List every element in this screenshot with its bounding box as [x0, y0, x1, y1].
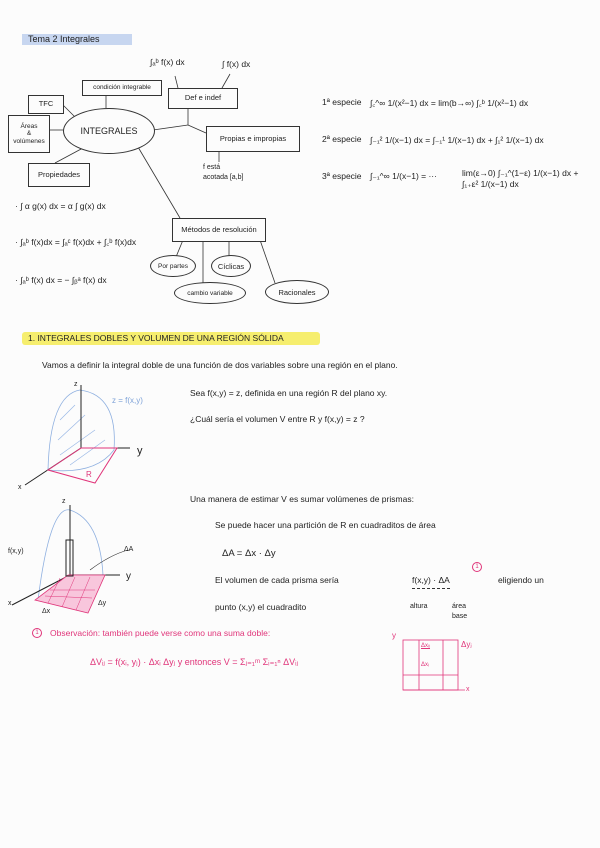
areas-line: Áreas [20, 123, 38, 131]
node-integrales: INTEGRALES [63, 108, 155, 154]
dx-label: Δx [42, 608, 51, 615]
surface-label: z = f(x,y) [112, 396, 143, 405]
obs-mark: 1 [32, 628, 42, 638]
acotada-2: acotada [a,b] [203, 174, 244, 181]
footnote-mark: 1 [472, 562, 482, 572]
partition-grid [403, 640, 465, 690]
property: · ∫ₐᵇ f(x)dx = ∫ₐᶜ f(x)dx + ∫꜀ᵇ f(x)dx [15, 237, 137, 247]
dy-label: Δy [98, 600, 107, 607]
node-metodos: Métodos de resolución [172, 218, 266, 242]
delta-a-formula: ΔA = Δx · Δy [222, 548, 276, 559]
grid-x-label: x [466, 686, 470, 693]
especie-expr: ∫₋₁² 1/(x−1) dx = ∫₋₁¹ 1/(x−1) dx + ∫₁² 1/(x−1) dx [370, 135, 544, 145]
especie-expr: ∫₋₁^∞ 1/(x−1) = ··· [370, 171, 437, 181]
especie-label: 1ª especie [322, 97, 362, 107]
property: · ∫ α g(x) dx = α ∫ g(x) dx [15, 201, 106, 211]
areas-line: volúmenes [13, 137, 45, 145]
node-propiedades: Propiedades [28, 163, 90, 187]
delta-a-label: ΔA [124, 546, 134, 553]
node-racionales: Racionales [265, 280, 329, 304]
question-text: ¿Cuál sería el volumen V entre R y f(x,y) = z ? [190, 414, 365, 424]
property: · ∫ₐᵇ f(x) dx = − ∫ᵦᵃ f(x) dx [15, 275, 107, 285]
node-areas [8, 115, 50, 153]
fxy-label: f(x,y) [8, 548, 24, 555]
prism-formula: f(x,y) · ΔA [412, 576, 450, 589]
grid-dxi-label: Δxᵢ [421, 662, 429, 668]
altura-label: altura [410, 603, 428, 610]
manera-text: Una manera de estimar V es sumar volúmenes de prismas: [190, 494, 414, 504]
grid-dxy-label: Δxᵢⱼ [421, 643, 430, 649]
z-axis-label: z [74, 381, 78, 388]
particion-text: Se puede hacer una partición de R en cuadraditos de área [215, 520, 436, 530]
eligiendo-text: eligiendo un [498, 575, 544, 585]
indefinite-integral: ∫ f(x) dx [222, 59, 251, 69]
node-def-indef: Def e indef [168, 88, 238, 109]
page-title: Tema 2 Integrales [28, 34, 100, 44]
node-tfc: TFC [28, 95, 64, 114]
x-axis-label-2: x [8, 600, 12, 607]
sea-text: Sea f(x,y) = z, definida en una región R del plano xy. [190, 388, 388, 398]
intro-text: Vamos a definir la integral doble de una función de dos variables sobre una región en el plano. [42, 360, 398, 370]
definite-integral: ∫ₐᵇ f(x) dx [150, 57, 185, 67]
area-label: área [452, 603, 467, 610]
grid-dyj-label: Δyⱼ [461, 640, 472, 649]
node-condicion: condición integrable [82, 80, 162, 96]
section-title: 1. INTEGRALES DOBLES Y VOLUMEN DE UNA REGIÓN SÓLIDA [28, 333, 284, 343]
grid-y-label: y [392, 631, 396, 640]
base-label: base [452, 613, 468, 620]
punto-text: punto (x,y) el cuadradito [215, 602, 307, 612]
prism-figure [12, 505, 128, 613]
especie-label: 3ª especie [322, 171, 362, 181]
node-propias: Propias e impropias [206, 126, 300, 152]
double-sum-formula: ΔVᵢⱼ = f(xᵢ, yⱼ) · Δxᵢ Δyⱼ y entonces V = Σⱼ₌₁ᵐ Σᵢ₌₁ⁿ ΔVᵢⱼ [90, 657, 299, 667]
areas-line: & [26, 130, 32, 138]
especie3-lim: lim(ε→0) ∫₋₁^(1−ε) 1/(x−1) dx + ∫₁₊ε² 1/(x−1) dx [462, 168, 579, 189]
node-por-partes: Por partes [150, 255, 196, 277]
node-cambio: cambio variable [174, 282, 246, 304]
region-label: R [86, 470, 92, 479]
especie-label: 2ª especie [322, 134, 362, 144]
x-axis-label: x [18, 484, 22, 491]
volumen-text: El volumen de cada prisma sería [215, 575, 339, 585]
z-axis-label-2: z [62, 498, 66, 505]
y-axis-label: y [137, 445, 143, 457]
acotada-1: f está [203, 164, 221, 171]
y-axis-label-2: y [126, 571, 131, 582]
observacion-text: Observación: también puede verse como una suma doble: [50, 628, 271, 638]
especie-expr: ∫꜀^∞ 1/(x²−1) dx = lim(b→∞) ∫꜀ᵇ 1/(x²−1) dx [370, 98, 529, 108]
node-ciclicas: Cíclicas [211, 255, 251, 277]
